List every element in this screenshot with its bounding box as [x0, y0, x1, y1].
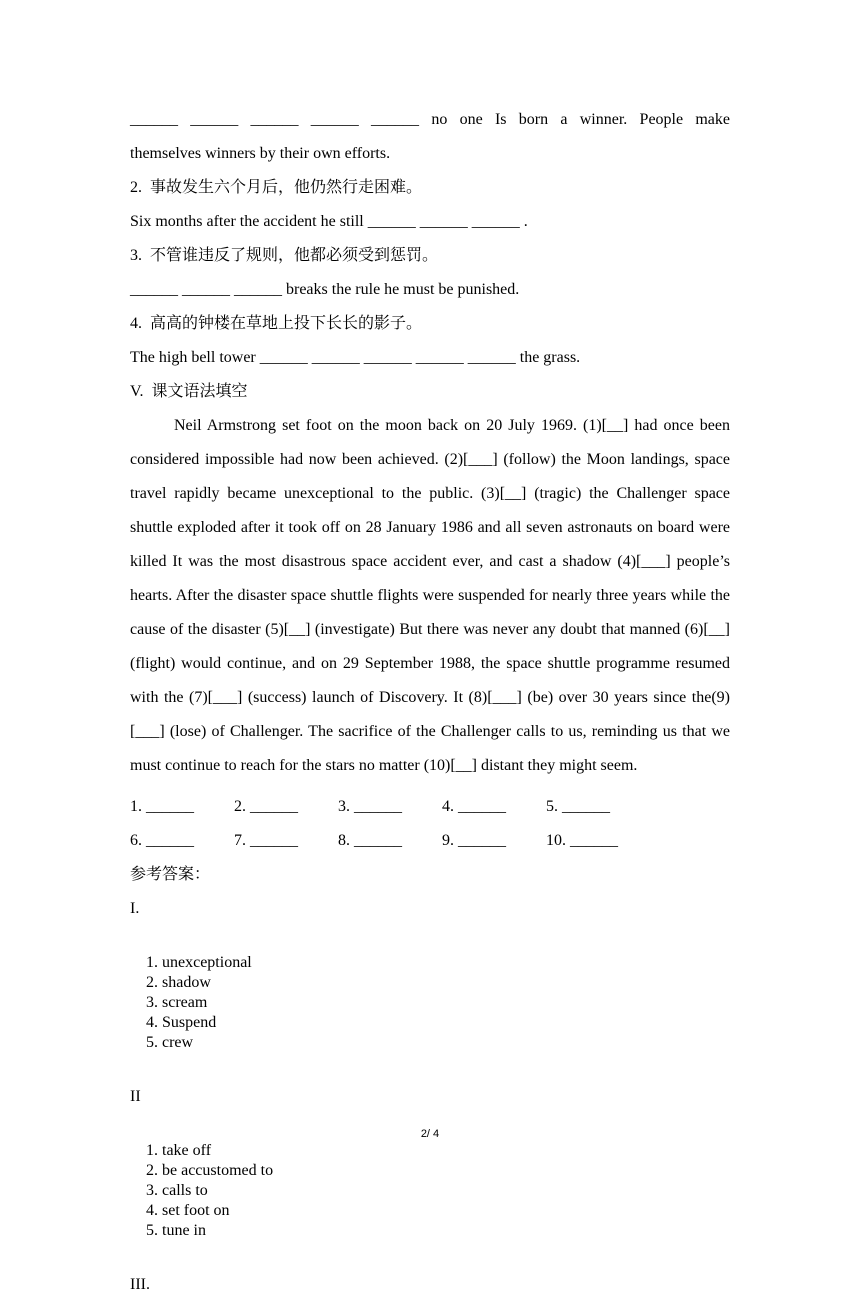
answer-i-2: 2. shadow [146, 974, 211, 991]
exercise-line-7: 4. 高高的钟楼在草地上投下长长的影子。 [130, 315, 423, 332]
exercise-line-5: 3. 不管谁违反了规则，他都必须受到惩罚。 [130, 247, 439, 264]
answer-i-1: 1. unexceptional [146, 954, 252, 971]
answer-ii-1: 1. take off [146, 1142, 212, 1159]
cloze-paragraph: Neil Armstrong set foot on the moon back on 20 July 1969. (1)[__] had once been considered impossible had now been achieved. (2)[___] (follow) the Moon landings, space travel rapidly became unexceptional to the public. (3)[__] (tragic) the Challenger space shuttle exploded after it took off on 28 January 1986 and all seven astronauts on board were killed It was the most disastrous space accident ever, and cast a shadow (4)[___] people’s hearts. After the disaster space shuttle flights were suspended for nearly three years while the cause of the disaster (5)[__] (investigate) But there was never any doubt that manned (6)[__] (flight) would continue, and on 29 September 1988, the space shuttle programme resumed with the (7)[___] (success) launch of Discovery. It (8)[___] (be) over 30 years since the(9)[___] (lose) of Challenger. The sacrifice of the Challenger calls to us, reminding us that we must continue to reach for the stars no matter (10)[__] distant they might seem. [130, 417, 734, 774]
blank-6: 6. ______ [130, 832, 194, 849]
exercise-line-2: themselves winners by their own efforts. [130, 145, 391, 162]
answer-ii-2: 2. be accustomed to [146, 1162, 274, 1179]
answer-ii-5: 5. tune in [146, 1222, 206, 1239]
answer-ii-4: 4. set foot on [146, 1202, 230, 1219]
exercise-line-8: The high bell tower ______ ______ ______ ______ ______ the grass. [130, 349, 581, 366]
section-i-label: I. [130, 900, 140, 917]
answers-ii-row [130, 1121, 730, 1261]
blank-8: 8. ______ [338, 832, 402, 849]
answers-i-row [130, 933, 730, 1073]
answers-heading: 参考答案： [130, 866, 211, 883]
exercise-line-4: Six months after the accident he still ______ ______ ______ . [130, 213, 528, 230]
blank-7: 7. ______ [234, 832, 298, 849]
section-v-heading: V. 课文语法填空 [130, 383, 248, 400]
exercise-line-6: ______ ______ ______ breaks the rule he must be punished. [130, 281, 520, 298]
blank-10: 10. ______ [546, 832, 618, 849]
blank-9: 9. ______ [442, 832, 506, 849]
section-ii-label: II [130, 1088, 141, 1105]
answer-i-5: 5. crew [146, 1034, 194, 1051]
document-body [130, 110, 734, 1295]
answer-ii-3: 3. calls to [146, 1182, 208, 1199]
exercise-line-1: ______ ______ ______ ______ ______ no one Is born a winner. People make [130, 111, 730, 128]
blank-5: 5. ______ [546, 798, 610, 815]
blank-3: 3. ______ [338, 798, 402, 815]
blank-2: 2. ______ [234, 798, 298, 815]
blank-row-1 [130, 797, 730, 817]
answer-i-4: 4. Suspend [146, 1014, 217, 1031]
blank-4: 4. ______ [442, 798, 506, 815]
page-number: 2/ 4 [420, 1128, 440, 1140]
blank-row-2 [130, 831, 730, 851]
exercise-line-3: 2. 事故发生六个月后，他仍然行走困难。 [130, 179, 423, 196]
answer-i-3: 3. scream [146, 994, 208, 1011]
blank-1: 1. ______ [130, 798, 194, 815]
section-iii-label: III. [130, 1276, 150, 1293]
